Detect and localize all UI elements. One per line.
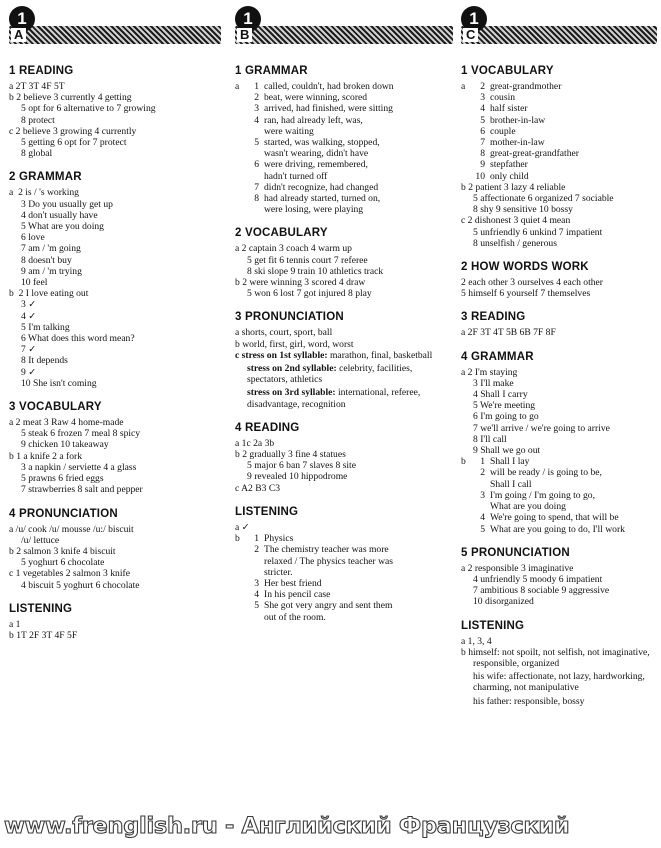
- answer-line: 7 we'll arrive / we're going to arrive: [473, 422, 610, 434]
- answer-line: 8 doesn't buy: [21, 254, 72, 266]
- answer-text: celebrity, facilities, spectators, athletics: [247, 363, 413, 386]
- answer-line: 6 I'm going to go: [473, 411, 539, 423]
- answer-line: 8 It depends: [21, 355, 68, 367]
- item-letter: [235, 612, 247, 623]
- item-letter: [235, 148, 247, 159]
- answer-text: relaxed / The physics teacher was: [264, 555, 394, 567]
- answer-line: c 1 vegetables 2 salmon 3 knife: [9, 568, 130, 580]
- item-number: 4: [254, 589, 259, 601]
- answer-line: b 2 were winning 3 scored 4 draw: [235, 277, 366, 289]
- item-number: 1: [254, 533, 259, 545]
- answer-line: a /u/ cook /u/ mousse /u:/ biscuit: [9, 523, 134, 535]
- answer-line: a 2 captain 3 coach 4 warm up: [235, 243, 352, 255]
- answer-text: Her best friend: [264, 577, 322, 589]
- answer-row: [235, 612, 453, 623]
- item-letter: [235, 567, 247, 578]
- answer-line: [235, 350, 453, 361]
- item-number: 5: [480, 523, 485, 535]
- answer-text: Physics: [264, 533, 294, 545]
- item-number: 9: [480, 159, 485, 171]
- section-reading-b: [235, 421, 453, 494]
- person-label: his father:: [473, 695, 512, 707]
- answer-text: I'm going / I'm going to go,: [490, 489, 595, 501]
- item-number: 2: [480, 81, 485, 92]
- item-number: 1: [480, 456, 485, 468]
- item-letter: [461, 92, 473, 103]
- answer-line: 8 protect: [21, 114, 55, 126]
- answer-text: were driving, remembered,: [264, 159, 368, 171]
- item-number: 4: [480, 103, 485, 115]
- answer-line: c 2 dishonest 3 quiet 4 mean: [461, 215, 571, 227]
- answer-line: 8 unselfish / generous: [473, 237, 557, 249]
- item-number: 4: [254, 114, 259, 126]
- item-number: 6: [254, 159, 259, 171]
- answer-row: [461, 456, 657, 467]
- answer-text: were losing, were playing: [264, 204, 364, 216]
- answer-row: [235, 193, 453, 204]
- answer-line: 8 ski slope 9 train 10 athletics track: [247, 265, 384, 277]
- answer-line: /u/ lettuce: [21, 534, 60, 546]
- item-number: 3: [480, 489, 485, 501]
- section-title: 2 VOCABULARY: [235, 227, 328, 240]
- answer-row: [235, 126, 453, 137]
- item-letter: [461, 467, 473, 478]
- item-letter: [461, 479, 473, 490]
- person-label: b himself:: [461, 646, 500, 658]
- answer-text: started, was walking, stopped,: [264, 137, 380, 149]
- section-grammar-a: [9, 170, 221, 389]
- answer-line: 2 each other 3 ourselves 4 each other: [461, 277, 603, 289]
- section-title: 2 GRAMMAR: [9, 171, 82, 184]
- answer-line: 5 affectionate 6 organized 7 sociable: [473, 193, 614, 205]
- answer-line: 4 ✓: [21, 310, 37, 322]
- column-a: [9, 6, 221, 652]
- answer-row: [235, 171, 453, 182]
- item-number: 2: [254, 92, 259, 104]
- section-pronunciation-c: [461, 546, 657, 608]
- answer-line: 3 a napkin / serviette 4 a glass: [21, 461, 137, 473]
- answer-line: 7 ambitious 8 sociable 9 aggressive: [473, 585, 610, 597]
- answer-line: 9 Shall we go out: [473, 445, 541, 457]
- answer-text: not spoilt, not selfish, not imaginative, responsible, organized: [473, 646, 650, 669]
- item-letter: [461, 490, 473, 501]
- answer-row: [235, 589, 453, 600]
- answer-text: international, referee, disadvantage, recognition: [247, 387, 421, 410]
- item-number: 5: [254, 137, 259, 149]
- item-number: 5: [480, 114, 485, 126]
- section-title: 1 READING: [9, 65, 74, 77]
- unit-number-badge: 1: [235, 6, 261, 32]
- item-letter: [235, 159, 247, 170]
- item-letter: [235, 600, 247, 611]
- answer-line: 5 What are you doing: [21, 221, 104, 233]
- section-pronunciation-b: [235, 310, 453, 409]
- answer-row: [461, 92, 657, 103]
- item-letter: b: [235, 533, 240, 545]
- answer-row: [461, 148, 657, 159]
- answer-text: Shall I call: [490, 478, 532, 490]
- answer-text: What are you going to do, I'll work: [490, 523, 625, 535]
- section-title: 4 PRONUNCIATION: [9, 507, 118, 520]
- answer-line: c A2 B3 C3: [235, 482, 281, 494]
- answer-list: [235, 533, 453, 623]
- answer-line: 8 shy 9 sensitive 10 bossy: [473, 204, 573, 216]
- answer-row: [235, 567, 453, 578]
- answer-line: 6 love: [21, 232, 45, 244]
- answer-line: [461, 647, 657, 669]
- answer-line: a 2 meat 3 Raw 4 home-made: [9, 417, 124, 429]
- answer-line: 10 She isn't coming: [21, 377, 97, 389]
- item-letter: [461, 126, 473, 137]
- answer-text: responsible, bossy: [514, 695, 585, 707]
- section-title: 3 VOCABULARY: [9, 401, 102, 414]
- item-letter: a: [235, 81, 240, 92]
- item-letter: [235, 544, 247, 555]
- item-number: 3: [254, 103, 259, 115]
- answer-list: [235, 81, 453, 215]
- item-number: 8: [254, 193, 259, 205]
- item-letter: [235, 171, 247, 182]
- answer-line: 3 ✓: [21, 299, 37, 311]
- answer-text: 2 is / 's working: [18, 187, 79, 199]
- answer-text: half sister: [490, 103, 528, 115]
- section-how-words-work-c: [461, 260, 657, 299]
- stress-label: stress on 2nd syllable:: [247, 363, 337, 375]
- answer-line: b 2 believe 3 currently 4 getting: [9, 92, 132, 104]
- answer-list: [461, 456, 657, 534]
- answer-row: [461, 501, 657, 512]
- answer-line: [235, 387, 453, 409]
- answer-line: [461, 696, 657, 707]
- answer-line: 9 chicken 10 takeaway: [21, 439, 109, 451]
- answer-line: b 2 gradually 3 fine 4 statues: [235, 449, 346, 461]
- item-letter: [461, 103, 473, 114]
- answer-line: 4 Shall I carry: [473, 389, 528, 401]
- answer-line: 9 revealed 10 hippodrome: [247, 471, 348, 483]
- section-title: 3 PRONUNCIATION: [235, 311, 344, 324]
- item-number: 1: [254, 81, 259, 92]
- section-grammar-b: [235, 64, 453, 215]
- answer-row: [235, 578, 453, 589]
- item-number: 2: [480, 467, 485, 479]
- answer-row: [461, 115, 657, 126]
- answer-line: b 1T 2F 3T 4F 5F: [9, 629, 78, 641]
- item-number: [473, 479, 490, 490]
- answer-line: c 2 believe 3 growing 4 currently: [9, 125, 137, 137]
- banner-pattern: [9, 26, 221, 44]
- answer-row: [235, 92, 453, 103]
- item-number: [247, 612, 264, 623]
- item-letter: [461, 148, 473, 159]
- item-letter: [461, 115, 473, 126]
- answer-text: We're going to spend, that will be: [490, 512, 619, 524]
- section-reading-c: [461, 310, 657, 338]
- answer-line: 8 global: [21, 148, 53, 160]
- answer-line: 10 feel: [21, 277, 48, 289]
- section-grammar-c: [461, 350, 657, 535]
- item-letter: [235, 92, 247, 103]
- item-letter: a: [461, 81, 466, 92]
- answer-text: The chemistry teacher was more: [264, 544, 389, 556]
- item-number: 7: [480, 137, 485, 149]
- section-title: 4 GRAMMAR: [461, 350, 534, 363]
- answer-text: stepfather: [490, 159, 528, 171]
- answer-row: [461, 81, 657, 92]
- answer-line: [235, 363, 453, 385]
- answer-line: 5 yoghurt 6 chocolate: [21, 557, 105, 569]
- answer-row: [235, 533, 453, 544]
- item-letter: [461, 501, 473, 512]
- watermark: www.frenglish.ru - Английский Французский: [4, 813, 570, 839]
- answer-row: [235, 544, 453, 555]
- banner-pattern: [461, 26, 657, 44]
- answer-text: brother-in-law: [490, 114, 546, 126]
- answer-row: [235, 159, 453, 170]
- answer-line: 5 won 6 lost 7 got injured 8 play: [247, 288, 372, 300]
- answer-text: wasn't wearing, didn't have: [264, 148, 369, 160]
- answer-line: 6 What does this word mean?: [21, 333, 135, 345]
- answer-line: b 1 a knife 2 a fork: [9, 450, 82, 462]
- answer-line: b world, first, girl, word, worst: [235, 338, 354, 350]
- answer-line: 8 I'll call: [473, 433, 507, 445]
- answer-text: marathon, final, basketball: [329, 349, 433, 361]
- answer-row: [461, 467, 657, 478]
- answer-text: had already started, turned on,: [264, 193, 381, 205]
- section-listening-b: [235, 505, 453, 623]
- answer-row: [461, 137, 657, 148]
- stress-label: stress on 3rd syllable:: [247, 387, 336, 399]
- section-title: LISTENING: [9, 602, 73, 615]
- answer-line: 7 ✓: [21, 344, 37, 356]
- item-number: [247, 567, 264, 578]
- answer-line: 5 getting 6 opt for 7 protect: [21, 137, 127, 149]
- section-reading-a: [9, 64, 221, 159]
- answer-line: a ✓: [235, 521, 250, 533]
- item-number: 6: [480, 125, 485, 137]
- item-letter: [461, 137, 473, 148]
- answer-list: [461, 81, 657, 182]
- answer-text: couple: [490, 125, 516, 137]
- section-title: 5 PRONUNCIATION: [461, 546, 570, 559]
- answer-row: [461, 490, 657, 501]
- answer-text: were waiting: [264, 125, 314, 137]
- answer-line: b 2 salmon 3 knife 4 biscuit: [9, 545, 116, 557]
- answer-line: a 2 I'm staying: [461, 366, 518, 378]
- item-letter: [235, 126, 247, 137]
- section-listening-a: [9, 602, 221, 641]
- section-title: 2 HOW WORDS WORK: [461, 261, 589, 274]
- answer-text: didn't recognize, had changed: [264, 181, 379, 193]
- section-vocabulary-a: [9, 400, 221, 495]
- item-number: [247, 556, 264, 567]
- section-pronunciation-a: [9, 507, 221, 591]
- answer-text: What are you doing: [490, 501, 566, 513]
- item-letter: [235, 204, 247, 215]
- answer-line: 5 get fit 6 tennis court 7 referee: [247, 254, 368, 266]
- unit-number-badge: 1: [9, 6, 35, 32]
- answer-line: a 2T 3T 4F 5T: [9, 81, 65, 92]
- person-label: his wife:: [473, 671, 507, 683]
- answer-line: a 2 responsible 3 imaginative: [461, 562, 574, 574]
- answer-row: [235, 148, 453, 159]
- answer-row: [461, 171, 657, 182]
- answer-text: She got very angry and sent them: [264, 600, 393, 612]
- answer-row: [461, 126, 657, 137]
- answer-line: 7 am / 'm going: [21, 243, 81, 255]
- unit-banner-c: [461, 6, 657, 46]
- answer-line: 9 am / 'm trying: [21, 265, 82, 277]
- answer-row: [235, 182, 453, 193]
- column-c: [461, 6, 657, 718]
- answer-text: great-grandmother: [490, 81, 562, 92]
- answer-line: 5 steak 6 frozen 7 meal 8 spicy: [21, 428, 141, 440]
- item-number: 2: [254, 544, 259, 556]
- answer-text: cousin: [490, 92, 516, 104]
- answer-line: 5 major 6 ban 7 slaves 8 site: [247, 460, 356, 472]
- answer-row: [235, 81, 453, 92]
- answer-line: 7 strawberries 8 salt and pepper: [21, 484, 143, 496]
- answer-text: will be ready / is going to be,: [490, 467, 602, 479]
- answer-line: 5 unfriendly 6 unkind 7 impatient: [473, 226, 603, 238]
- answer-row: [235, 115, 453, 126]
- item-letter: [235, 556, 247, 567]
- answer-line: 4 unfriendly 5 moody 6 impatient: [473, 573, 603, 585]
- section-title: LISTENING: [461, 619, 525, 632]
- item-letter: [235, 137, 247, 148]
- answer-row: [235, 204, 453, 215]
- answer-text: ran, had already left, was,: [264, 114, 363, 126]
- item-number: [247, 126, 264, 137]
- item-number: [247, 171, 264, 182]
- lesson-letter: B: [237, 28, 252, 42]
- answer-line: 5 opt for 6 alternative to 7 growing: [21, 103, 156, 115]
- answer-line: [461, 671, 657, 693]
- answer-line: a shorts, court, sport, ball: [235, 327, 333, 339]
- answer-line: 3 I'll make: [473, 377, 514, 389]
- item-number: 8: [480, 148, 485, 160]
- item-number: 4: [480, 512, 485, 524]
- answer-row: [461, 159, 657, 170]
- item-number: [247, 148, 264, 159]
- item-number: 3: [254, 577, 259, 589]
- answer-row: [235, 600, 453, 611]
- answer-line: 10 disorganized: [473, 596, 534, 608]
- answer-line: 3 Do you usually get up: [21, 198, 113, 210]
- answer-text: beat, were winning, scored: [264, 92, 368, 104]
- section-vocabulary-c: [461, 64, 657, 249]
- answer-text: 2 I love eating out: [18, 288, 89, 300]
- item-number: 5: [254, 600, 259, 612]
- item-letter: [235, 182, 247, 193]
- answer-text: In his pencil case: [264, 589, 331, 601]
- item-number: 10: [475, 170, 485, 182]
- unit-banner-b: [235, 6, 453, 46]
- item-letter: [461, 524, 473, 535]
- section-listening-c: [461, 619, 657, 707]
- answer-line: a 2 is / 's working: [9, 187, 79, 199]
- answer-text: called, couldn't, had broken down: [264, 81, 394, 92]
- answer-text: out of the room.: [264, 611, 326, 623]
- answer-line: b 2 I love eating out: [9, 288, 89, 300]
- item-number: 3: [480, 92, 485, 104]
- answer-line: a 1: [9, 618, 21, 630]
- stress-label: c stress on 1st syllable:: [235, 349, 328, 361]
- answer-text: hadn't turned off: [264, 170, 328, 182]
- answer-text: great-great-grandfather: [490, 148, 579, 160]
- item-letter: [235, 115, 247, 126]
- section-title: LISTENING: [235, 505, 299, 518]
- item-letter: b: [461, 456, 466, 468]
- answer-text: Shall I lay: [490, 456, 530, 468]
- answer-row: [235, 556, 453, 567]
- banner-pattern: [235, 26, 453, 44]
- answer-line: 9 ✓: [21, 366, 37, 378]
- answer-line: 5 himself 6 yourself 7 themselves: [461, 288, 591, 300]
- answer-text: only child: [490, 170, 529, 182]
- answer-line: 5 prawns 6 fried eggs: [21, 473, 104, 485]
- item-letter: [461, 512, 473, 523]
- column-b: [235, 6, 453, 634]
- answer-row: [235, 103, 453, 114]
- answer-line: 5 We're meeting: [473, 400, 536, 412]
- section-title: 3 READING: [461, 311, 526, 324]
- answer-line: 4 biscuit 5 yoghurt 6 chocolate: [21, 579, 140, 591]
- item-number: [247, 204, 264, 215]
- item-letter: [235, 103, 247, 114]
- item-letter: [235, 589, 247, 600]
- answer-row: [461, 103, 657, 114]
- item-number: 7: [254, 181, 259, 193]
- lesson-letter: A: [11, 28, 26, 42]
- answer-text: arrived, had finished, were sitting: [264, 103, 393, 115]
- answer-line: b 2 patient 3 lazy 4 reliable: [461, 181, 566, 193]
- lesson-letter: C: [463, 28, 478, 42]
- item-number: [473, 501, 490, 512]
- answer-row: [461, 512, 657, 523]
- answer-line: a 2F 3T 4T 5B 6B 7F 8F: [461, 327, 556, 339]
- answer-text: stricter.: [264, 566, 293, 578]
- answer-line: a 1, 3, 4: [461, 635, 492, 647]
- answer-text: affectionate, not lazy, hardworking, charming, not manipulative: [473, 671, 645, 694]
- answer-line: a 1c 2a 3b: [235, 437, 275, 449]
- answer-line: 4 don't usually have: [21, 209, 98, 221]
- section-vocabulary-b: [235, 226, 453, 299]
- unit-number-badge: 1: [461, 6, 487, 32]
- answer-line: 5 I'm talking: [21, 321, 70, 333]
- unit-banner-a: [9, 6, 221, 46]
- item-letter: [235, 193, 247, 204]
- item-letter: [461, 159, 473, 170]
- answer-row: [461, 479, 657, 490]
- answer-text: mother-in-law: [490, 137, 545, 149]
- item-letter: [235, 578, 247, 589]
- section-title: 1 GRAMMAR: [235, 65, 308, 77]
- answer-row: [461, 524, 657, 535]
- section-title: 1 VOCABULARY: [461, 65, 554, 77]
- section-title: 4 READING: [235, 421, 300, 434]
- answer-row: [235, 137, 453, 148]
- item-letter: [461, 171, 473, 182]
